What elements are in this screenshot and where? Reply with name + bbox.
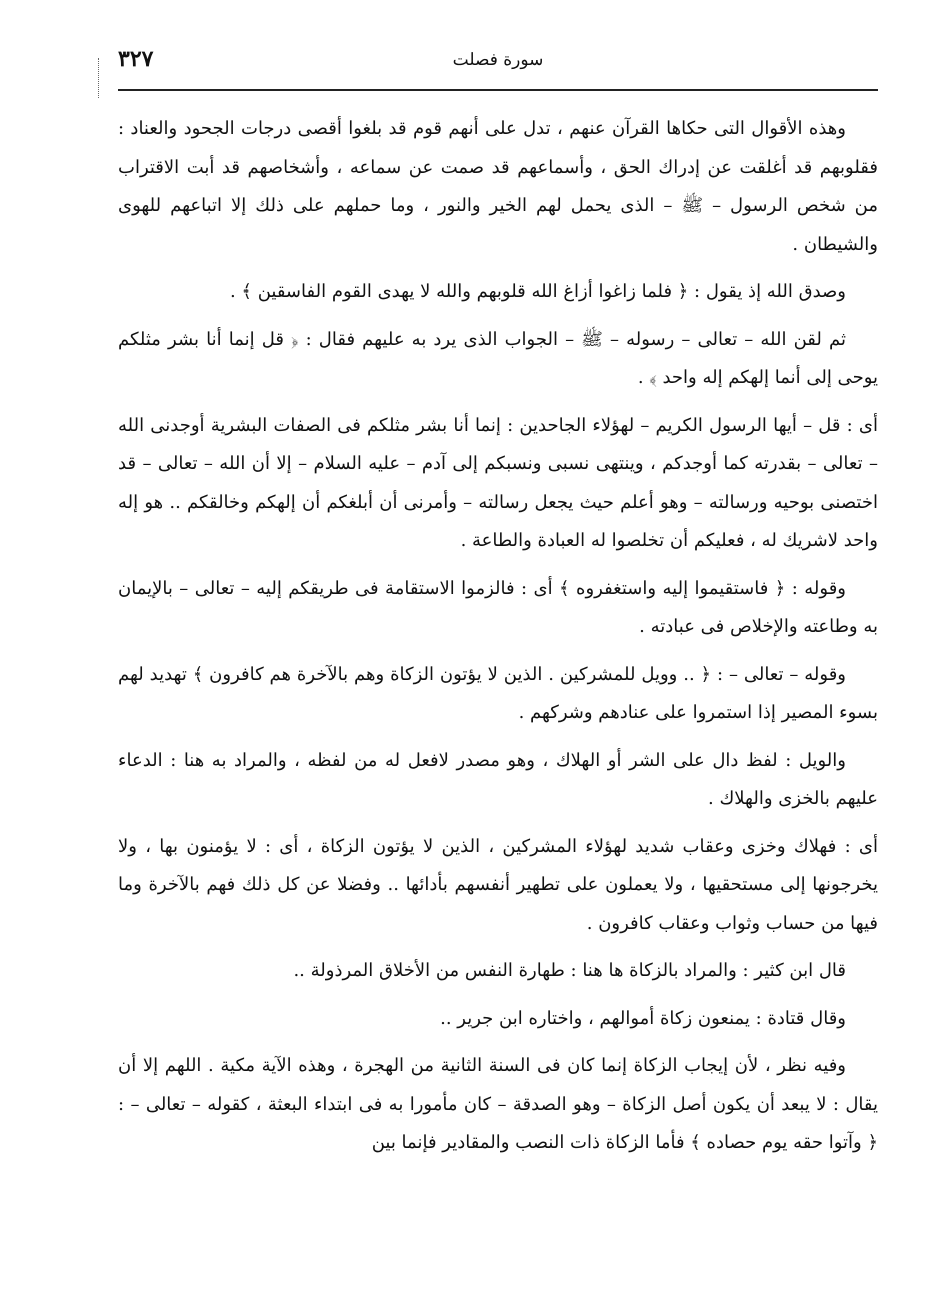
paragraph: قال ابن كثير : والمراد بالزكاة ها هنا : طهارة النفس من الأخلاق المرذولة .. <box>293 960 846 981</box>
page-header <box>118 38 878 86</box>
page-number: ٣٢٧ <box>118 46 154 72</box>
paragraph: وقوله : ﴿ فاستقيموا إليه واستغفروه ﴾ أى : فالزموا الاستقامة فى طريقكم إليه – تعالى – بالإيمان به وطاعته والإخلاص فى عبادته . <box>118 577 878 637</box>
paragraph: أى : قل – أيها الرسول الكريم – لهؤلاء الجاحدين : إنما أنا بشر مثلكم فى الصفات البشرية أوجدنى الله – تعالى – بقدرته كما أوجدكم ، وينتهى نسبى ونسبكم إلى آدم – عليه السلام – إلا أن الله – تعالى – قد اختصنى بوحيه ورسالته – وهو أعلم حيث يجعل رسالته – وأمرنى أن أبلغكم أن إلهكم وخالقكم .. هو إله واحد لاشريك له ، فعليكم أن تخلصوا له العبادة والطاعة . <box>118 414 878 551</box>
margin-marks <box>98 58 105 98</box>
paragraph: وقال قتادة : يمنعون زكاة أموالهم ، واختاره ابن جرير .. <box>440 1007 846 1029</box>
paragraph: وهذه الأقوال التى حكاها القرآن عنهم ، تدل على أنهم قوم قد بلغوا أقصى درجات الجحود والعناد : فقلوبهم قد أغلقت عن إدراك الحق ، وأسماعهم قد صمت عن سماعه ، وأشخاصهم قد أبت الاقتراب من شخص الرسول – ﷺ – الذى يحمل لهم الخير والنور ، وما حملهم على ذلك إلا اتباعهم للهوى والشيطان . <box>118 118 878 255</box>
paragraph: والويل : لفظ دال على الشر أو الهلاك ، وهو مصدر لافعل له من لفظه ، والمراد به هنا : الدعاء عليهم بالخزى والهلاك . <box>118 749 878 809</box>
paragraph: ثم لقن الله – تعالى – رسوله – ﷺ – الجواب الذى يرد به عليهم فقال : ﴿ قل إنما أنا بشر مثلكم يوحى إلى أنما إلهكم إله واحد ﴾ . <box>118 328 878 388</box>
running-title: سورة فصلت <box>452 50 544 70</box>
header-rule <box>118 89 878 91</box>
paragraph: وقوله – تعالى – : ﴿ .. وويل للمشركين . الذين لا يؤتون الزكاة وهم بالآخرة هم كافرون ﴾ تهديد لهم بسوء المصير إذا استمروا على عنادهم وشركهم . <box>118 663 878 723</box>
paragraph: وفيه نظر ، لأن إيجاب الزكاة إنما كان فى السنة الثانية من الهجرة ، وهذه الآية مكية . اللهم إلا أن يقال : لا يبعد أن يكون أصل الزكاة – وهو الصدقة – كان مأمورا به فى ابتداء البعثة ، كقوله – تعالى – : ﴿ وآتوا حقه يوم حصاده ﴾ فأما الزكاة ذات النصب والمقادير فإنما بين <box>118 1055 878 1153</box>
paragraph: وصدق الله إذ يقول : ﴿ فلما زاغوا أزاغ الله قلوبهم والله لا يهدى القوم الفاسقين ﴾ . <box>229 281 846 302</box>
paragraph: أى : فهلاك وخزى وعقاب شديد لهؤلاء المشركين ، الذين لا يؤتون الزكاة ، أى : لا يؤمنون بها ، ولا يخرجونها إلى مستحقيها ، ولا يعملون على تطهير أنفسهم بأدائها .. وفضلا عن كل ذلك فهم بالآخرة وما فيها من حساب وثواب وعقاب كافرون . <box>118 835 879 934</box>
page-body <box>118 110 878 1172</box>
